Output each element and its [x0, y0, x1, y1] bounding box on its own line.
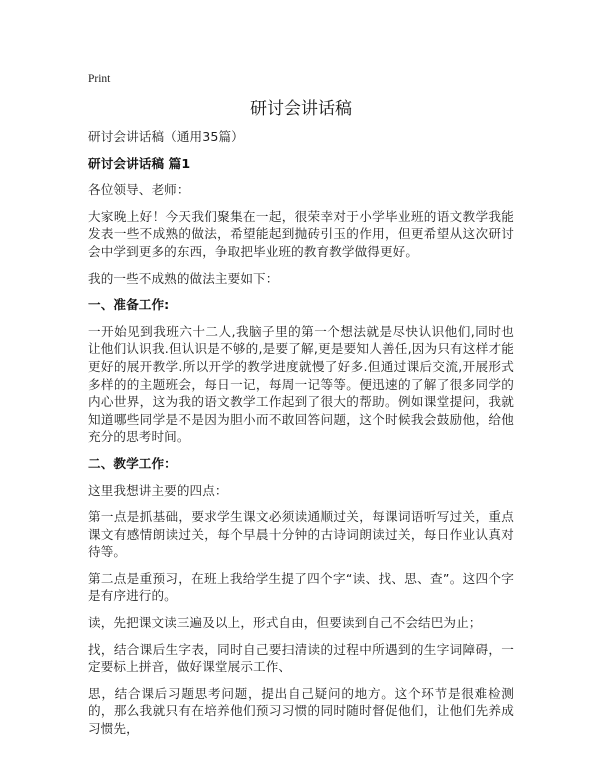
body-paragraph: 这里我想讲主要的四点： [88, 482, 228, 498]
document-title: 研讨会讲话稿 [250, 99, 352, 119]
body-paragraph: 第一点是抓基础，要求学生课文必须读通顺过关，每课词语听写过关，重点课文有感情朗读过关，每个早晨十分钟的古诗词朗读过关，每日作业认真对待等。 [88, 509, 514, 560]
body-paragraph: 一开始见到我班六十二人,我脑子里的第一个想法就是尽快认识他们,同时也让他们认识我.但认识是不够的,是要了解,更是要知人善任,因为只有这样才能更好的展开教学.所以开学的教学进度就慢了好多.但通过课后交流,开展形式多样的的主题班会，每日一记，每周一记等等。便迅速的了解了很多同学的内心世界，这为我的语文教学工作起到了很大的帮助。例如课堂提问，我就知道哪些同学是不是因为胆小而不敢回答问题，这个时候我会鼓励他，给他充分的思考时间。 [88, 323, 514, 445]
document-page [88, 70, 514, 738]
body-paragraph: 思，结合课后习题思考问题，提出自己疑问的地方。这个环节是很难检测的，那么我就只有在培养他们预习习惯的同时随时督促他们，让他们先养成习惯先， [88, 685, 514, 737]
document-subtitle: 研讨会讲话稿（通用35篇） [88, 129, 244, 144]
print-label: Print [88, 73, 111, 85]
body-paragraph: 找，结合课后生字表，同时自己要扫清读的过程中所遇到的生字词障碍，一定要标上拼音，做好课堂展示工作、 [88, 641, 514, 675]
body-paragraph: 我的一些不成熟的做法主要如下： [88, 270, 279, 286]
body-paragraph: 大家晚上好！今天我们聚集在一起，很荣幸对于小学毕业班的语文教学我能发表一些不成熟的做法，希望能起到抛砖引玉的作用，但更希望从这次研讨会中学到更多的东西，争取把毕业班的教育教学做得更好。 [88, 208, 514, 259]
subheading-teaching: 二、教学工作： [88, 455, 177, 471]
section-heading: 研讨会讲话稿 篇1 [88, 155, 191, 171]
body-paragraph: 读，先把课文读三遍及以上，形式自由，但要读到自己不会结巴为止； [88, 615, 482, 631]
body-paragraph: 第二点是重预习，在班上我给学生提了四个字“读、找、思、查”。这四个字是有序进行的。 [88, 570, 514, 604]
subheading-preparation: 一、准备工作: [88, 297, 170, 313]
salutation: 各位领导、老师： [88, 182, 190, 198]
